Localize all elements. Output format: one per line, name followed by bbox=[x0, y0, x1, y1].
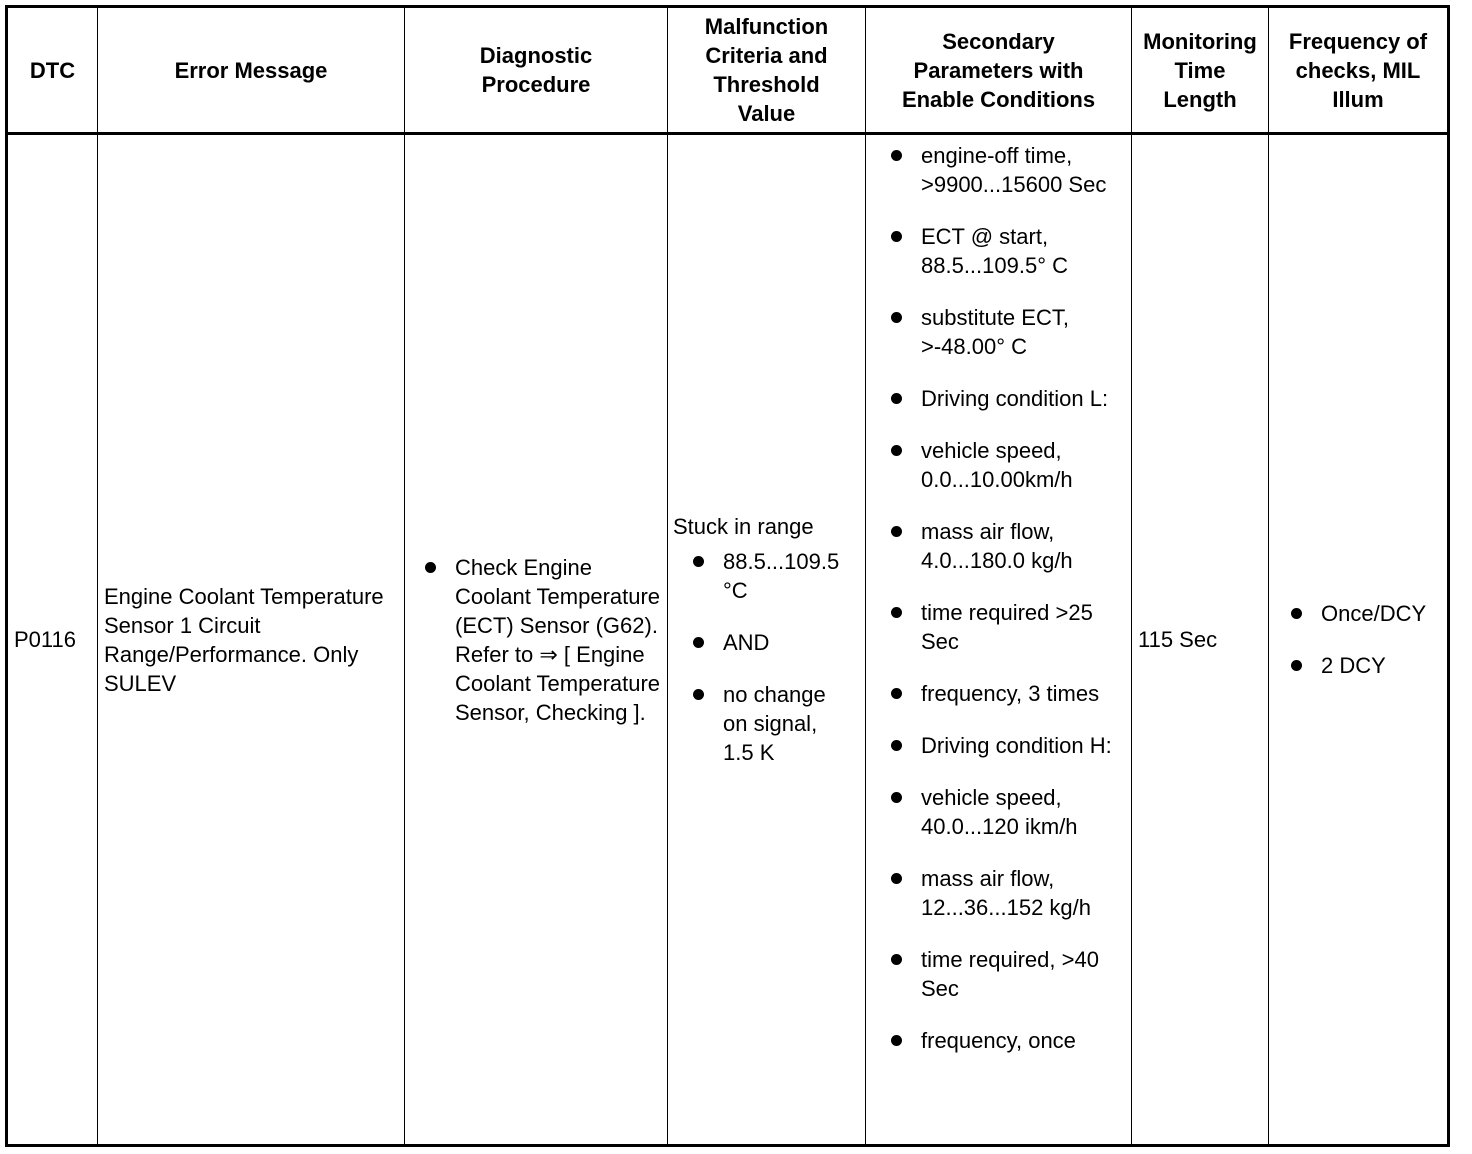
header-error-message: Error Message bbox=[98, 7, 405, 134]
malfunction-intro: Stuck in range bbox=[673, 514, 814, 539]
cell-malfunction-criteria bbox=[668, 134, 866, 1146]
frequency-item: 2 DCY bbox=[1289, 651, 1441, 680]
cell-monitoring-time: 115 Sec bbox=[1132, 134, 1269, 1146]
secondary-parameter-item: time required, >40 Sec bbox=[889, 945, 1129, 1003]
criteria-item: AND bbox=[691, 628, 859, 657]
header-diagnostic-procedure: Diagnostic Procedure bbox=[405, 7, 668, 134]
procedure-item: Check Engine Coolant Temperature (ECT) Sensor (G62). Refer to ⇒ [ Engine Coolant Temperature Sensor, Checking ]. bbox=[423, 553, 663, 727]
header-frequency: Frequency of checks, MIL Illum bbox=[1269, 7, 1449, 134]
table-row bbox=[7, 134, 1449, 1146]
secondary-parameter-item: substitute ECT, >-48.00° C bbox=[889, 303, 1129, 361]
cell-dtc: P0116 bbox=[7, 134, 98, 1146]
cell-frequency bbox=[1269, 134, 1449, 1146]
secondary-parameter-item: mass air flow, 12...36...152 kg/h bbox=[889, 864, 1129, 922]
cell-secondary-parameters bbox=[866, 134, 1132, 1146]
secondary-parameter-item: Driving condition H: bbox=[889, 731, 1129, 760]
secondary-parameter-item: ECT @ start, 88.5...109.5° C bbox=[889, 222, 1129, 280]
secondary-parameter-item: vehicle speed, 0.0...10.00km/h bbox=[889, 436, 1129, 494]
secondary-parameter-item: time required >25 Sec bbox=[889, 598, 1129, 656]
dtc-table bbox=[5, 5, 1450, 1147]
secondary-parameters-list bbox=[889, 141, 1129, 1055]
header-dtc: DTC bbox=[7, 7, 98, 134]
criteria-item: no change on signal, 1.5 K bbox=[691, 680, 859, 767]
cell-error-message: Engine Coolant Temperature Sensor 1 Circuit Range/Performance. Only SULEV bbox=[98, 134, 405, 1146]
criteria-list bbox=[691, 547, 859, 767]
frequency-item: Once/DCY bbox=[1289, 599, 1441, 628]
secondary-parameter-item: frequency, 3 times bbox=[889, 679, 1129, 708]
frequency-list bbox=[1289, 599, 1441, 680]
secondary-parameter-item: mass air flow, 4.0...180.0 kg/h bbox=[889, 517, 1129, 575]
secondary-parameter-item: Driving condition L: bbox=[889, 384, 1129, 413]
procedure-list bbox=[423, 553, 663, 727]
header-row bbox=[7, 7, 1449, 134]
header-malfunction-criteria: Malfunction Criteria and Threshold Value bbox=[668, 7, 866, 134]
secondary-parameter-item: engine-off time, >9900...15600 Sec bbox=[889, 141, 1129, 199]
secondary-parameter-item: vehicle speed, 40.0...120 ikm/h bbox=[889, 783, 1129, 841]
header-secondary-parameters: Secondary Parameters with Enable Conditions bbox=[866, 7, 1132, 134]
header-monitoring-time: Monitoring Time Length bbox=[1132, 7, 1269, 134]
cell-diagnostic-procedure bbox=[405, 134, 668, 1146]
secondary-parameter-item: frequency, once bbox=[889, 1026, 1129, 1055]
criteria-item: 88.5...109.5 °C bbox=[691, 547, 859, 605]
